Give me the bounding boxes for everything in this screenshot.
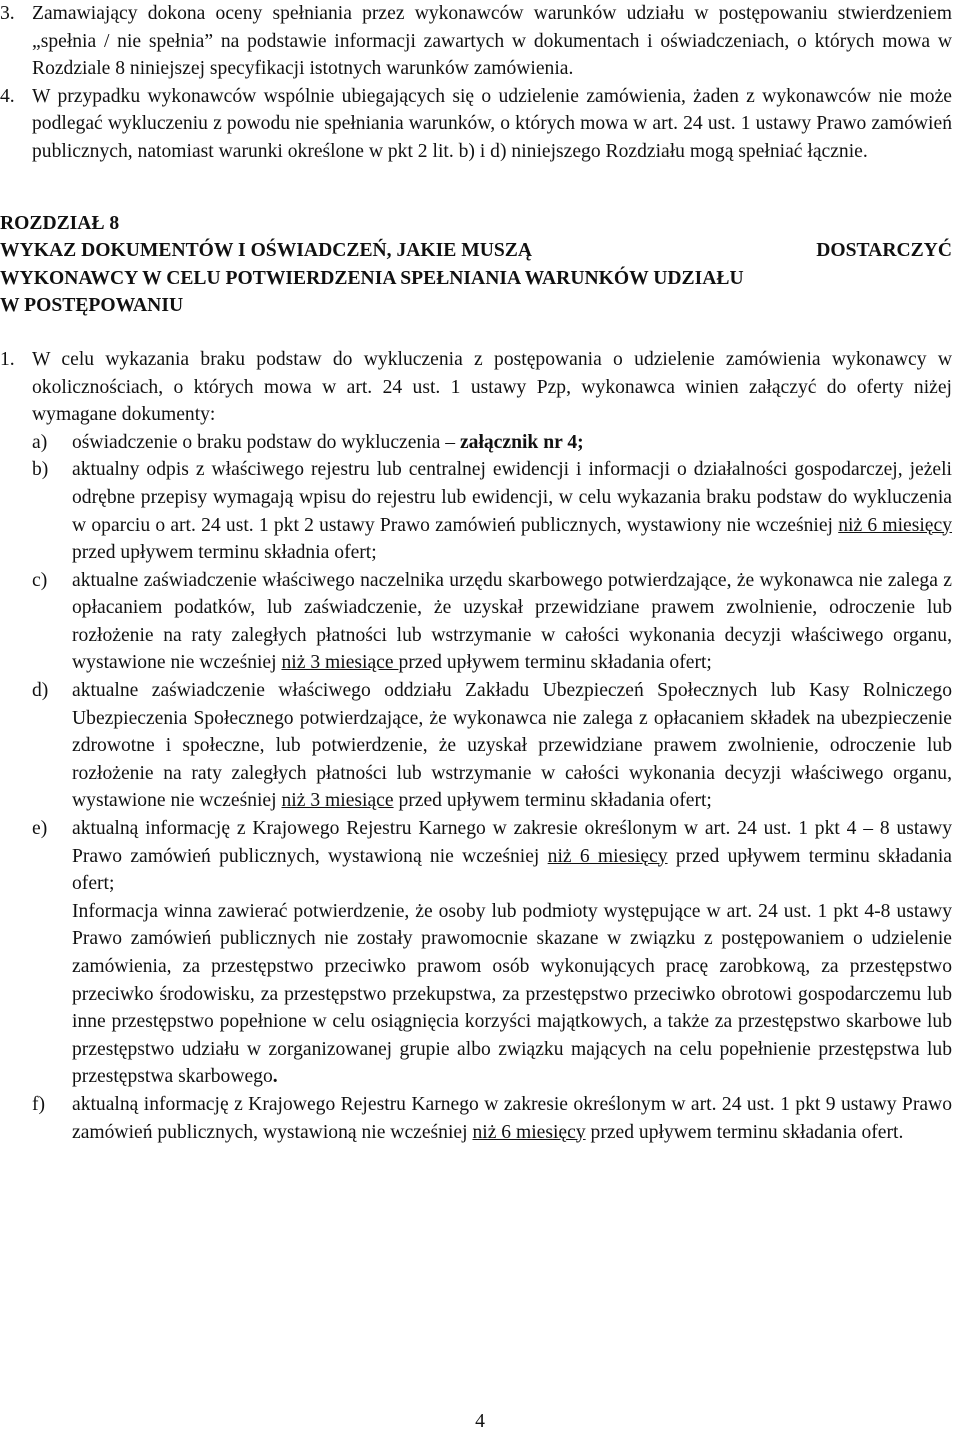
deadline-emphasis: niż 6 miesięcy — [547, 845, 668, 867]
page-number: 4 — [475, 1411, 485, 1432]
paragraph-3 — [0, 0, 952, 83]
list-item-note — [72, 898, 952, 1091]
list-item-text: przed upływem terminu składania ofert; — [393, 790, 712, 812]
point-1 — [0, 346, 952, 429]
note-text: Informacja winna zawierać potwierdzenie, że osoby lub podmioty występujące w art. 24 ust. 1 pkt 4-8 ustawy Prawo zamówień publicznych nie zostały prawomocnie skazane w związku z postępowaniem o udzielenie zamówienia, za przestępstwo przeciwko prawom osób wykonujących pracę zarobkową, za przestępstwo przeciwko środowisku, za przestępstwo przekupstwa, za przestępstwo przeciwko obrotowi gospodarczemu lub inne przestępstwo popełnione w celu osiągnięcia korzyści majątkowych, a także za przestępstwo skarbowe lub przestępstwo udziału w zorganizowanej grupie albo związku mających na celu popełnienie przestępstwa lub przestępstwa skarbowego — [72, 900, 952, 1088]
list-item-text: aktualne zaświadczenie właściwego oddziału Zakładu Ubezpieczeń Społecznych lub Kasy Rolniczego Ubezpieczenia Społecznego potwierdzające, że wykonawca nie zalega z opłacaniem składek na ubezpieczenie zdrowotne i społeczne, lub potwierdzenie, że uzyskał przewidziane prawem zwolnienie, odroczenie lub rozłożenie na raty zaległych płatności lub wstrzymanie w całości wykonania decyzji właściwego organu, wystawione nie wcześniej — [72, 680, 952, 812]
list-marker: b) — [32, 459, 49, 481]
list-item-e — [0, 815, 952, 1091]
chapter-title: ROZDZIAŁ 8 — [0, 212, 120, 234]
list-marker: f) — [32, 1093, 46, 1115]
list-item-text: oświadczenie o braku podstaw do wykluczenia – — [72, 431, 460, 453]
list-item-text: przed upływem terminu składania ofert. — [585, 1121, 904, 1143]
chapter-subtitle-line1 — [0, 237, 952, 265]
point-text: W celu wykazania braku podstaw do wykluczenia z postępowania o udzielenie zamówienia wykonawcy w okolicznościach, o których mowa w art. 24 ust. 1 ustawy Pzp, wykonawca winien załączyć do oferty niżej wymagane dokumenty: — [32, 348, 952, 426]
list-item-text: aktualny odpis z właściwego rejestru lub centralnej ewidencji i informacji o działalności gospodarczej, jeżeli odrębne przepisy wymagają wpisu do rejestru lub ewidencji, w celu wykazania braku podstaw do wykluczenia w oparciu o art. 24 ust. 1 pkt 2 ustawy Prawo zamówień publicznych, wystawiony nie wcześniej — [72, 459, 952, 536]
list-item-b — [0, 456, 952, 566]
list-item-text: aktualne zaświadczenie właściwego naczelnika urzędu skarbowego potwierdzające, że wykonawca nie zalega z opłacaniem podatków, lub zaświadczenie, że uzyskał przewidziane prawem zwolnienie, odroczenie lub rozłożenie na raty zaległych płatności lub wstrzymanie w całości wykonania decyzji właściwego organu, wystawione nie wcześniej — [72, 569, 952, 674]
note-end: . — [272, 1066, 278, 1088]
list-item-f — [0, 1091, 952, 1146]
list-item-text: przed upływem terminu składnia ofert; — [72, 542, 377, 564]
attachment-reference: załącznik nr 4; — [459, 431, 584, 453]
deadline-emphasis: niż 6 miesięcy — [838, 514, 952, 536]
list-marker: e) — [32, 818, 48, 840]
paragraph-text: Zamawiający dokona oceny spełniania przez wykonawców warunków udziału w postępowaniu stwierdzeniem „spełnia / nie spełnia” na podstawie informacji zawartych w dokumentach i oświadczeniach, o których mowa w Rozdziale 8 niniejszej specyfikacji istotnych warunków zamówienia. — [32, 3, 952, 80]
list-item-text: przed upływem terminu składania ofert; — [398, 652, 712, 674]
list-item-text: aktualną informację z Krajowego Rejestru Karnego w zakresie określonym w art. 24 ust. 1 pkt 9 ustawy Prawo zamówień publicznych, wystawioną nie wcześniej — [72, 1093, 952, 1143]
list-item-c — [0, 567, 952, 677]
list-item-text: przed upływem terminu składania ofert; — [72, 845, 953, 895]
chapter-subtitle-line3: W POSTĘPOWANIU — [0, 295, 184, 317]
deadline-emphasis: niż 3 miesiące — [281, 652, 399, 674]
paragraph-number: 3. — [0, 3, 15, 24]
list-marker: a) — [32, 431, 48, 453]
chapter-heading — [0, 210, 952, 320]
list-item-text: aktualną informację z Krajowego Rejestru Karnego w zakresie określonym w art. 24 ust. 1 pkt 4 – 8 ustawy Prawo zamówień publicznych, wystawioną nie wcześniej — [72, 818, 952, 867]
list-marker: d) — [32, 680, 49, 702]
deadline-emphasis: niż 3 miesiące — [281, 790, 394, 812]
paragraph-4 — [0, 83, 952, 166]
point-number: 1. — [0, 348, 15, 370]
chapter-subtitle-line2: WYKONAWCY W CELU POTWIERDZENIA SPEŁNIANIA WARUNKÓW UDZIAŁU — [0, 267, 744, 289]
deadline-emphasis: niż 6 miesięcy — [472, 1121, 586, 1143]
list-item-a — [0, 429, 952, 457]
paragraph-number: 4. — [0, 85, 15, 107]
paragraph-text: W przypadku wykonawców wspólnie ubiegających się o udzielenie zamówienia, żaden z wykonawców nie może podlegać wykluczeniu z powodu nie spełniania warunków, o których mowa w art. 24 ust. 1 ustawy Prawo zamówień publicznych, natomiast warunki określone w pkt 2 lit. b) i d) niniejszego Rozdziału mogą spełniać łącznie. — [32, 85, 952, 162]
list-marker: c) — [32, 569, 48, 591]
list-item-d — [0, 677, 952, 815]
chapter-subtitle-part: DOSTARCZYĆ — [816, 240, 952, 262]
chapter-subtitle-part: WYKAZ DOKUMENTÓW I OŚWIADCZEŃ, JAKIE MUSZĄ — [0, 240, 532, 262]
